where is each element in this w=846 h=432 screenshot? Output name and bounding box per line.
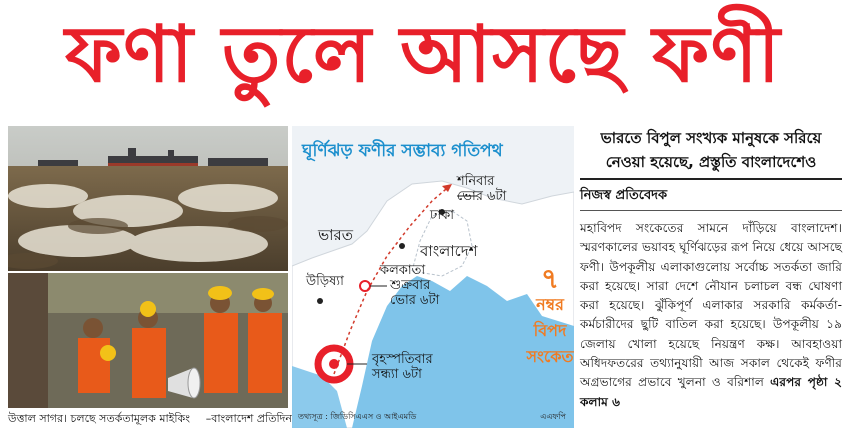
thursday-day: বৃহস্পতিবার [372,352,433,367]
caption-credit: –বাংলাদেশ প্রতিদিন [205,412,292,425]
signal-line2: বিপদ [533,321,567,340]
saturday-label [457,174,506,204]
article-body [580,219,842,412]
continued-note: এরপর পৃষ্ঠা ২ কলাম ৬ [580,375,842,409]
article-subheadline: ভারতে বিপুল সংখ্যক মানুষকে সরিয়ে নেওয়া হয়েছে, প্রস্তুতি বাংলাদেশেও [600,129,822,171]
saturday-time: ভোর ৬টা [457,189,507,204]
photo-caption [8,410,292,429]
saturday-day: শনিবার [457,174,495,189]
cyclone-path-map [292,126,574,428]
signal-line3: সংকেত [526,347,574,366]
article-byline: নিজস্ব প্রতিবেদক [580,186,842,211]
india-label: ভারত [318,226,354,244]
headline: ফণা তুলে আসছে ফণী [65,10,781,100]
kolkata-label: কলকাতা [380,263,426,278]
odisha-label: উড়িষ্যা [306,274,344,289]
article-text: মহাবিপদ সংকেতের সামনে দাঁড়িয়ে বাংলাদেশ। স্মরণকালের ভয়াবহ ঘূর্ণিঝড়ের রূপ নিয়ে ধেয়ে আসছে ফণী। উপকূলীয় এলাকাগুলোয় সর্বোচ্চ সতর্কতা জারি করা হয়েছে। সারা দেশে নৌযান চলাচল বন্ধ ঘোষণা করা হয়েছে। ঝুঁকিপূর্ণ এলাকার সরকারি কর্মকর্তা-কর্মচারীদের ছুটি বাতিল করা হয়েছে। উপকূলীয় ১৯ জেলায় খোলা হয়েছে নিয়ন্ত্রণ কক্ষ। আবহাওয়া অধিদফতরের তথ্যানুযায়ী আজ সকাল থেকেই ফণীর অগ্রভাগের প্রভাবে খুলনা ও বরিশাল [580,221,842,390]
dhaka-label: ঢাকা [430,208,454,223]
danger-signal [526,262,574,370]
signal-line1: নম্বর [536,295,564,314]
map-agency: এএফপি [540,412,566,421]
map-source: তথ্যসূত্র : জিডিসিএএস ও আইএমডি [298,412,417,421]
article-column [580,126,842,412]
map-title: ঘূর্ণিঝড় ফণীর সম্ভাব্য গতিপথ [302,141,503,161]
signal-number: ৭ [540,262,560,295]
divider [580,178,842,180]
bangladesh-label: বাংলাদেশ [420,242,478,260]
stormy-sea-photo [8,126,288,271]
friday-label [390,278,439,308]
thursday-label [372,352,433,382]
friday-time: ভোর ৬টা [390,293,440,308]
friday-day: শুক্রবার [390,278,431,293]
caption-text: উত্তাল সাগর। চলছে সতর্কতামূলক মাইকিং [8,412,190,425]
thursday-time: সন্ধ্যা ৬টা [372,367,422,382]
volunteers-photo [8,273,288,408]
